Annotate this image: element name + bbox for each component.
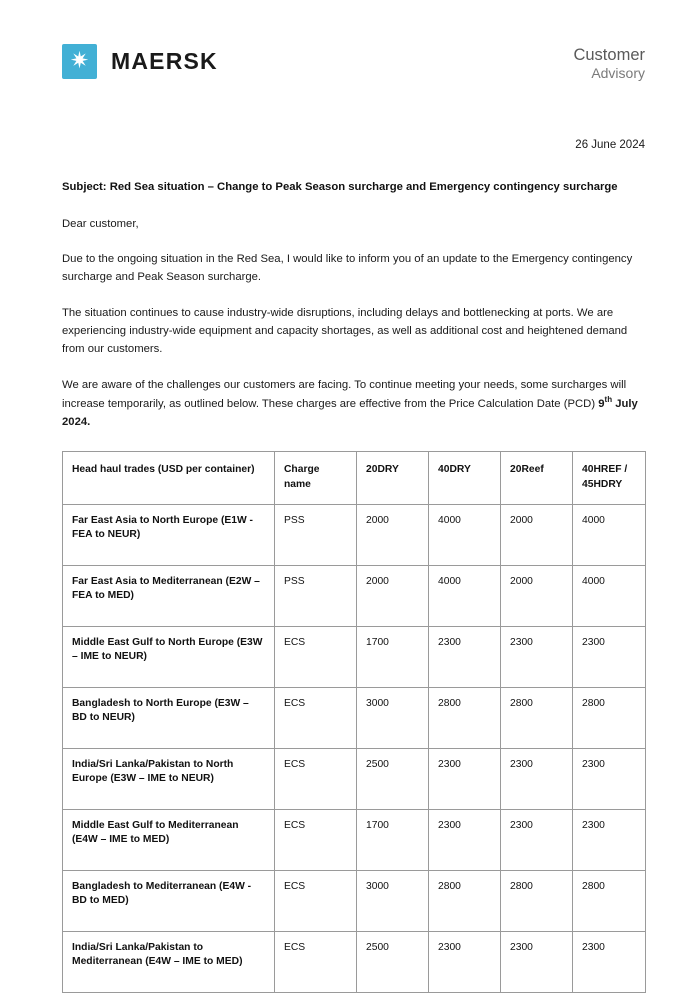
cell-20reef: 2800 — [501, 687, 573, 748]
table-row — [63, 870, 646, 931]
pcd-month-year: July 2024. — [62, 397, 638, 429]
table-row — [63, 565, 646, 626]
cell-20reef: 2300 — [501, 809, 573, 870]
column-header-charge-name: Charge name — [275, 452, 357, 504]
cell-40href: 2300 — [573, 931, 646, 992]
table-row — [63, 809, 646, 870]
cell-charge: ECS — [275, 748, 357, 809]
table-header-row — [63, 452, 646, 504]
table-row — [63, 931, 646, 992]
cell-20reef: 2800 — [501, 870, 573, 931]
cell-40href: 2300 — [573, 748, 646, 809]
cell-20reef: 2000 — [501, 565, 573, 626]
cell-40href: 2800 — [573, 870, 646, 931]
cell-charge: ECS — [275, 870, 357, 931]
cell-route: Middle East Gulf to Mediterranean (E4W – IME to MED) — [63, 809, 275, 870]
cell-charge: PSS — [275, 504, 357, 565]
column-header-40href-45hdry: 40HREF / 45HDRY — [573, 452, 646, 504]
document-date: 26 June 2024 — [575, 139, 645, 152]
cell-route: Far East Asia to Mediterranean (E2W – FEA to MED) — [63, 565, 275, 626]
cell-charge: ECS — [275, 809, 357, 870]
table-row — [63, 504, 646, 565]
maersk-star-icon — [62, 44, 97, 79]
cell-charge: ECS — [275, 626, 357, 687]
cell-charge: PSS — [275, 565, 357, 626]
cell-40dry: 2300 — [429, 809, 501, 870]
pcd-day-suffix: th — [604, 394, 613, 404]
cell-40href: 2300 — [573, 809, 646, 870]
advisory-line-advisory: Advisory — [591, 64, 645, 81]
cell-20dry: 2500 — [357, 748, 429, 809]
cell-20dry: 1700 — [357, 809, 429, 870]
paragraph-3-text: We are aware of the challenges our customers are facing. To continue meeting your needs, some surcharges will increase temporarily, as outlined below. These charges are effective from the Price Calculation Date (PCD) — [62, 378, 627, 410]
cell-20dry: 3000 — [357, 870, 429, 931]
cell-40dry: 4000 — [429, 504, 501, 565]
cell-40dry: 2800 — [429, 687, 501, 748]
cell-route: Far East Asia to North Europe (E1W - FEA to NEUR) — [63, 504, 275, 565]
cell-route: India/Sri Lanka/Pakistan to North Europe (E3W – IME to NEUR) — [63, 748, 275, 809]
cell-20dry: 3000 — [357, 687, 429, 748]
paragraph-3 — [62, 376, 645, 432]
cell-20reef: 2000 — [501, 504, 573, 565]
maersk-logo — [62, 44, 218, 79]
paragraph-2: The situation continues to cause industry-wide disruptions, including delays and bottlenecking at ports. We are experiencing industry-wide equipment and capacity shortages, as well as additional cost and heightened demand from our customers. — [62, 306, 628, 356]
brand-name: MAERSK — [111, 48, 218, 74]
table-row — [63, 626, 646, 687]
cell-20dry: 2500 — [357, 931, 429, 992]
cell-20reef: 2300 — [501, 626, 573, 687]
cell-20dry: 1700 — [357, 626, 429, 687]
salutation: Dear customer, — [62, 217, 139, 230]
cell-20dry: 2000 — [357, 504, 429, 565]
column-header-20reef: 20Reef — [501, 452, 573, 504]
cell-40dry: 2800 — [429, 870, 501, 931]
cell-charge: ECS — [275, 931, 357, 992]
cell-40dry: 4000 — [429, 565, 501, 626]
pcd-day: 9 — [598, 397, 605, 410]
column-header-20dry: 20DRY — [357, 452, 429, 504]
column-header-route: Head haul trades (USD per container) — [63, 452, 275, 504]
cell-40href: 4000 — [573, 504, 646, 565]
paragraph-1: Due to the ongoing situation in the Red Sea, I would like to inform you of an update to the Emergency contingency surcharge and Peak Season surcharge. — [62, 253, 633, 284]
star-glyph: ✷ — [69, 48, 90, 74]
cell-20dry: 2000 — [357, 565, 429, 626]
cell-40dry: 2300 — [429, 626, 501, 687]
document-subject: Subject: Red Sea situation – Change to Peak Season surcharge and Emergency contingency surcharge — [62, 181, 618, 194]
document-header — [62, 44, 645, 81]
cell-20reef: 2300 — [501, 931, 573, 992]
cell-20reef: 2300 — [501, 748, 573, 809]
cell-route: Middle East Gulf to North Europe (E3W – IME to NEUR) — [63, 626, 275, 687]
cell-40dry: 2300 — [429, 931, 501, 992]
cell-40href: 4000 — [573, 565, 646, 626]
cell-route: India/Sri Lanka/Pakistan to Mediterranean (E4W – IME to MED) — [63, 931, 275, 992]
cell-40href: 2800 — [573, 687, 646, 748]
cell-route: Bangladesh to North Europe (E3W – BD to NEUR) — [63, 687, 275, 748]
column-header-40dry: 40DRY — [429, 452, 501, 504]
table-row — [63, 748, 646, 809]
cell-route: Bangladesh to Mediterranean (E4W - BD to MED) — [63, 870, 275, 931]
cell-40href: 2300 — [573, 626, 646, 687]
cell-40dry: 2300 — [429, 748, 501, 809]
table-row — [63, 687, 646, 748]
cell-charge: ECS — [275, 687, 357, 748]
surcharge-table — [62, 451, 646, 992]
advisory-line-customer: Customer — [573, 46, 645, 64]
advisory-title — [573, 44, 645, 81]
